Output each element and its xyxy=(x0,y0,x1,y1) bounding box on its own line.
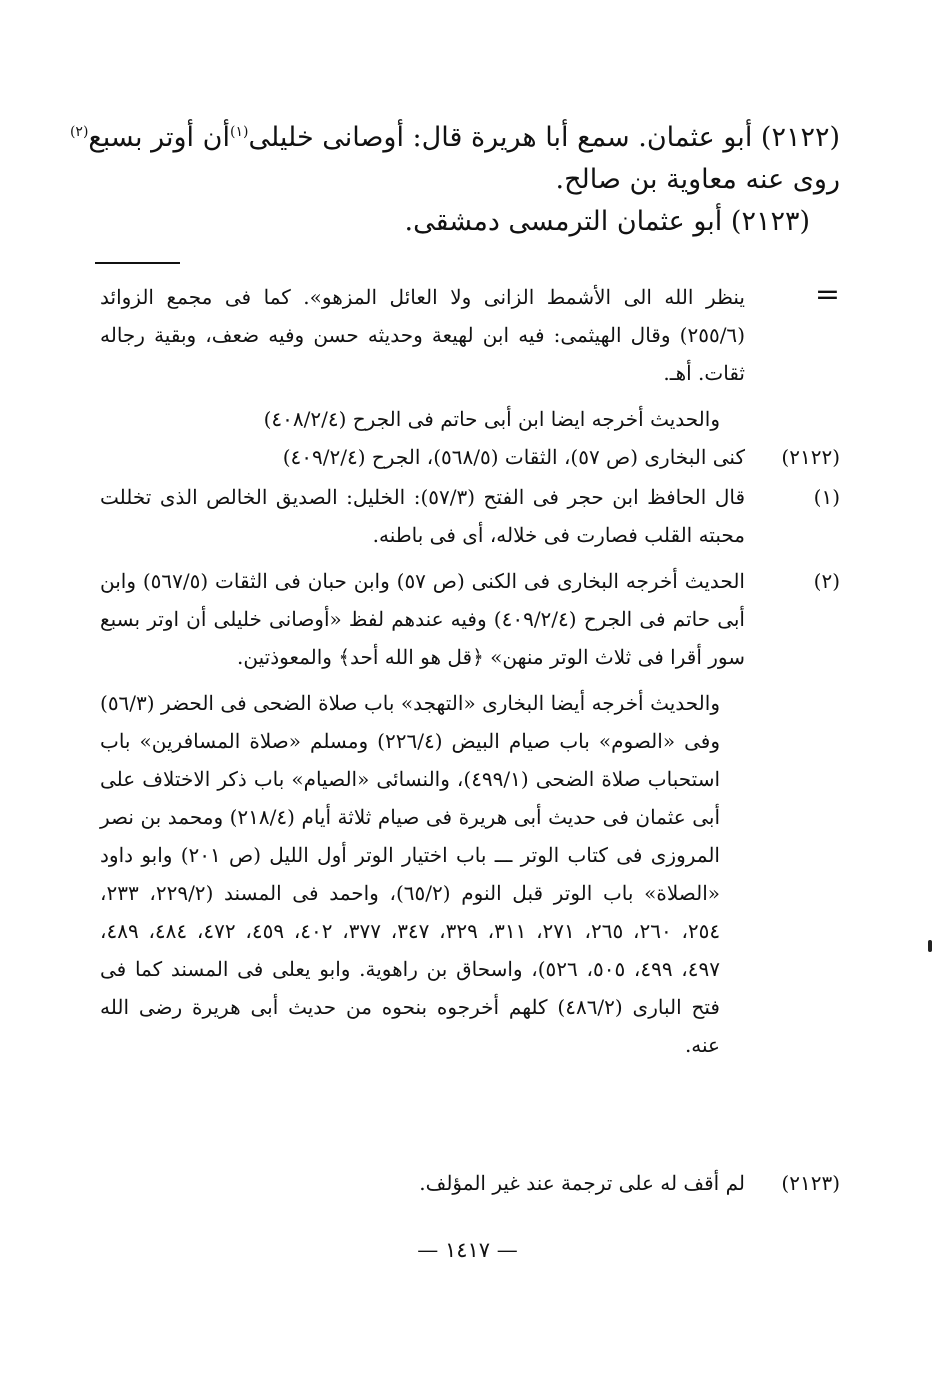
footnote-separator xyxy=(95,262,180,264)
footnote-2123-mark: (٢١٢٣) xyxy=(781,1171,840,1195)
footnote-2-text: الحديث أخرجه البخارى فى الكنى (ص ٥٧) وابن حبان فى الثقات (٥٦٧/٥) وابن أبى حاتم فى الجرح (٤٠٩/٢/٤) وفيه عندهم لفظ «أوصانى خليلى أن اوتر بسبع سور أقرا فى ثلاث الوتر منهن» ﴿قل هو الله أحد﴾ والمعوذتين. xyxy=(100,569,745,669)
footnote-2 xyxy=(100,562,840,1064)
footnote-2122-mark: (٢١٢٢) xyxy=(781,445,840,469)
scan-speck xyxy=(928,940,932,952)
footnote-ref-2[interactable]: (٢) xyxy=(69,124,89,140)
footnote-2122 xyxy=(100,438,840,476)
entry-2122 xyxy=(69,118,840,158)
entry-2123-text: (٢١٢٣) أبو عثمان الترمسى دمشقى. xyxy=(404,206,810,237)
footnote-2123 xyxy=(100,1164,840,1202)
entry-2122-text: (٢١٢٢) أبو عثمان. سمع أبا هريرة قال: أوصانى خليلى xyxy=(248,122,840,153)
continuation-text-2: والحديث أخرجه ايضا ابن أبى حاتم فى الجرح (٤٠٨/٢/٤) xyxy=(263,407,720,431)
footnote-ref-1[interactable]: (١) xyxy=(229,124,249,140)
footnote-2-mark: (٢) xyxy=(813,569,840,593)
footnote-2122-text: كنى البخارى (ص ٥٧)، الثقات (٥٦٨/٥)، الجرح (٤٠٩/٢/٤) xyxy=(282,445,745,469)
entry-2122-text-cont: أن أوتر بسبع xyxy=(88,122,230,153)
footnote-1-text: قال الحافظ ابن حجر فى الفتح (٥٧/٣): الخليل: الصديق الخالص الذى تخللت محبته القلب فصارت فى خلاله، أى فى باطنه. xyxy=(100,485,746,547)
entry-2122-line2 xyxy=(95,160,840,200)
footnote-continuation xyxy=(100,278,840,438)
continuation-mark: = xyxy=(814,277,840,312)
footnote-1-mark: (١) xyxy=(813,485,840,509)
footnote-1 xyxy=(100,478,840,554)
entry-2122-narrator: روى عنه معاوية بن صالح. xyxy=(555,164,840,195)
footnote-2-text-2: والحديث أخرجه أيضا البخارى «التهجد» باب صلاة الضحى فى الحضر (٥٦/٣) وفى «الصوم» باب صيام البيض (٢٢٦/٤) ومسلم «صلاة المسافرين» باب استحباب صلاة الضحى (٤٩٩/١)، والنسائى «الصيام» باب ذكر الاختلاف على أبى عثمان فى حديث أبى هريرة فى صيام ثلاثة أيام (٢١٨/٤) ومحمد بن نصر المروزى فى كتاب الوتر ـــ باب اختيار الوتر أول الليل (ص ٢٠١) وابو داود «الصلاة» باب الوتر قبل النوم (٦٥/٢)، واحمد فى المسند (٢٢٩/٢، ٢٣٣، ٢٥٤، ٢٦٠، ٢٦٥، ٢٧١، ٣١١، ٣٢٩، ٣٤٧، ٣٧٧، ٤٠٢، ٤٥٩، ٤٧٢، ٤٨٤، ٤٨٩، ٤٩٧، ٤٩٩، ٥٠٥، ٥٢٦)، واسحاق بن راهوية. وابو يعلى فى المسند كما فى فتح البارى (٤٨٦/٢) كلهم أخرجوه بنحوه من حديث أبى هريرة رضى الله عنه. xyxy=(100,691,721,1057)
footnote-2123-text: لم أقف له على ترجمة عند غير المؤلف. xyxy=(419,1171,745,1195)
page-number: — ١٤١٧ — xyxy=(417,1238,518,1262)
continuation-text: ينظر الله الى الأشمط الزانى ولا العائل المزهو». كما فى مجمع الزوائد (٢٥٥/٦) وقال الهيثمى: فيه ابن لهيعة وحديثه حسن وفيه ضعف، وبقية رجاله ثقات. أهـ. xyxy=(100,285,745,385)
entry-2123 xyxy=(95,202,840,242)
